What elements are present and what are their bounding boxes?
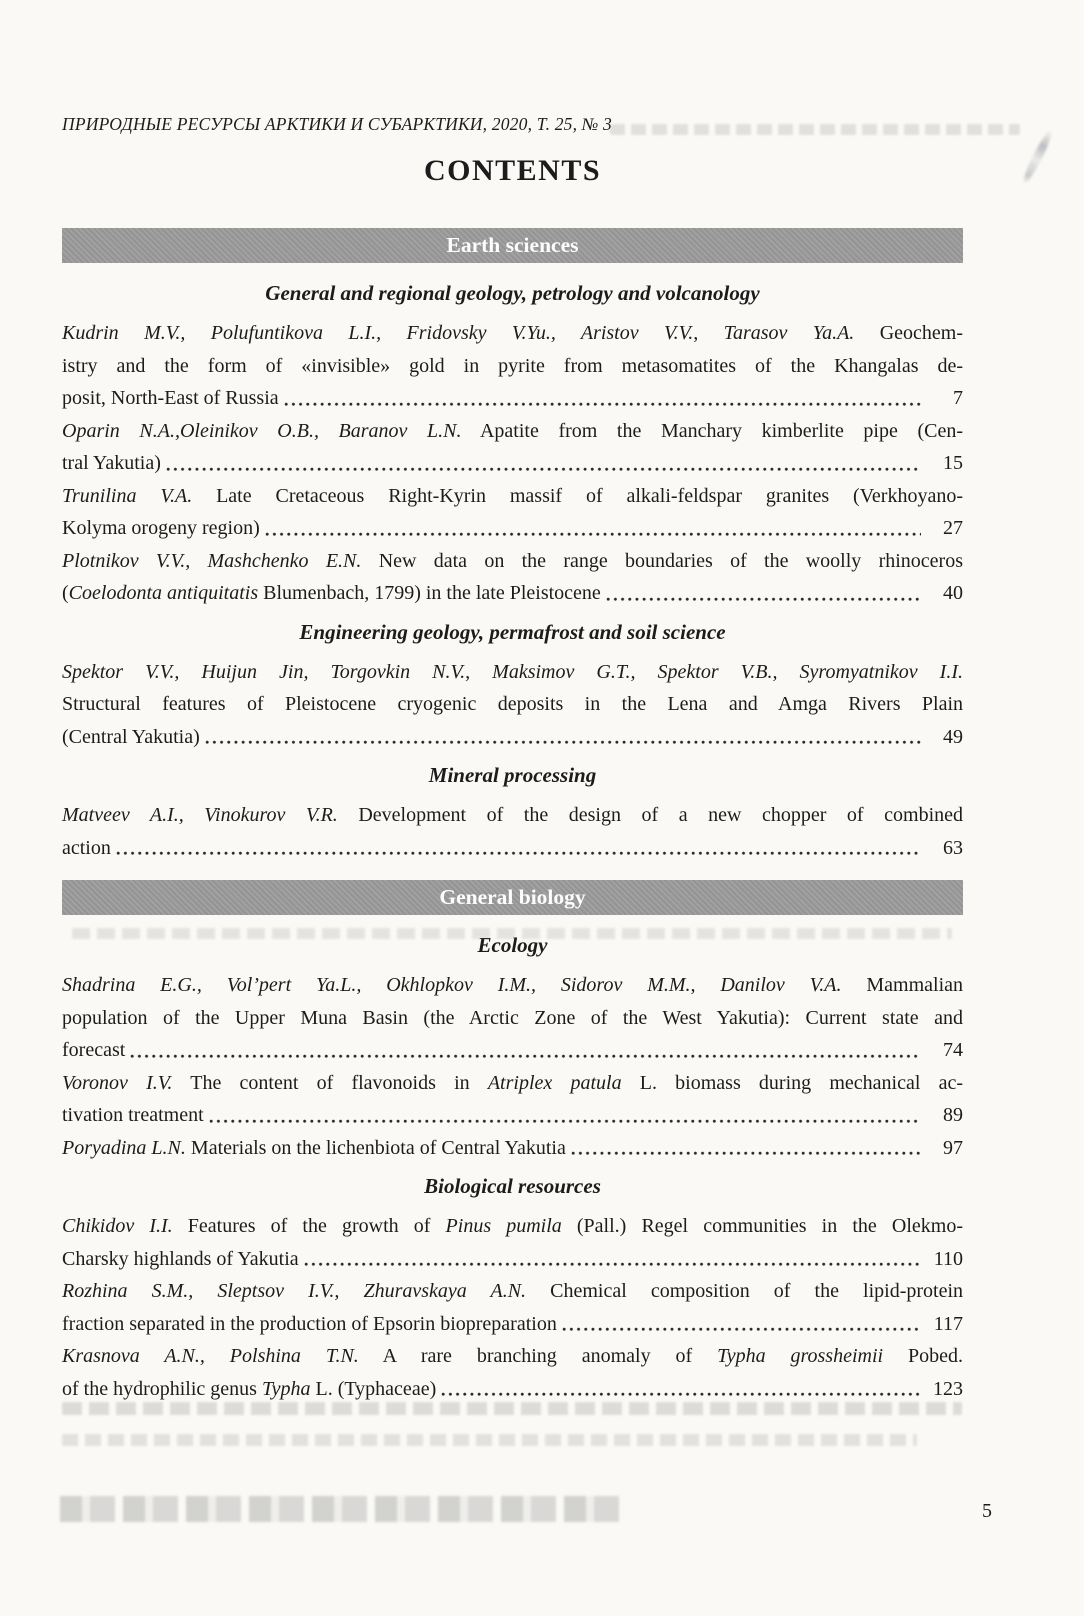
dot-leader — [130, 1034, 921, 1067]
entry-title-text: istry and the form of «invisible» gold in pyrite from metasomatites of the Khangalas de- — [62, 354, 963, 377]
entry-page-number: 27 — [943, 517, 963, 539]
toc-entry — [62, 317, 963, 415]
entry-title-text: L. (Typhaceae) — [310, 1377, 437, 1400]
dot-leader — [205, 721, 921, 754]
toc-entry — [62, 656, 963, 754]
toc-entry-text — [62, 721, 200, 754]
entry-title-text: Kolyma orogeny region) — [62, 517, 260, 539]
toc-entry-text — [62, 1373, 436, 1406]
toc-entry — [62, 1340, 963, 1405]
toc-entry-last-line — [62, 832, 963, 865]
entry-title-text: Blumenbach, 1799) in the late Pleistocene — [258, 582, 601, 604]
toc-entry — [62, 545, 963, 610]
pen-mark-artifact — [1020, 128, 1055, 186]
toc-entry-line — [62, 1067, 963, 1100]
toc-entry-last-line — [62, 1308, 963, 1341]
footer-page-number: 5 — [982, 1500, 992, 1522]
page-title: CONTENTS — [423, 154, 602, 187]
subsection-heading: Biological resources — [424, 1174, 601, 1198]
entry-page-number: 117 — [933, 1312, 963, 1335]
toc-entry — [62, 1067, 963, 1132]
toc-entry-line — [62, 415, 963, 448]
entry-authors: Trunilina V.A. — [62, 484, 193, 507]
section-banner-label: Earth sciences — [446, 233, 579, 257]
toc-entry-text — [62, 1132, 566, 1165]
entry-title-text: Structural features of Pleistocene cryogenic deposits in the Lena and Amga Rivers Plain — [62, 693, 963, 715]
toc-entry-text — [62, 512, 260, 545]
entry-authors: Typha — [261, 1377, 311, 1400]
entry-title-text: action — [62, 836, 111, 859]
entry-authors: Oparin N.A.,Oleinikov O.B., Baranov L.N. — [62, 419, 462, 442]
subsection-heading: General and regional geology, petrology and volcanology — [265, 281, 760, 305]
toc-entry-text — [62, 577, 601, 610]
entry-title-text: of the hydrophilic genus — [62, 1377, 262, 1400]
toc-entry-line — [62, 1210, 963, 1243]
toc-entry-last-line — [62, 1373, 963, 1406]
entry-title-text: Development of the design of a new chopper of combined — [337, 804, 963, 826]
toc-entry-last-line — [62, 447, 963, 480]
entry-title-text: Materials on the lichenbiota of Central Yakutia — [185, 1136, 566, 1159]
toc — [62, 228, 963, 1405]
entry-title-text: ( — [62, 582, 69, 604]
subsection-heading: Ecology — [477, 933, 548, 957]
entry-authors: Kudrin M.V., Polufuntikova L.I., Fridovsky V.Yu., Aristov V.V., Tarasov Ya.A. — [62, 322, 855, 344]
entry-page-number: 110 — [933, 1247, 963, 1270]
entry-title-text: forecast — [62, 1039, 126, 1061]
entry-authors: Matveev A.I., Vinokurov V.R. — [62, 804, 338, 826]
dot-leader — [265, 512, 921, 545]
entry-authors: Spektor V.V., Huijun Jin, Torgovkin N.V., Maksimov G.T., Spektor V.B., Syromyatnikov I.I. — [62, 660, 963, 683]
section-banner-label: General biology — [439, 885, 586, 909]
toc-entry-line — [62, 656, 963, 689]
entry-title-text: (Pall.) Regel communities in the Olekmo- — [561, 1215, 963, 1237]
toc-entry-last-line — [62, 382, 963, 415]
entry-page-number: 63 — [943, 836, 963, 859]
entry-page-number: 7 — [953, 387, 963, 409]
toc-entry-last-line — [62, 721, 963, 754]
entry-title-text: fraction separated in the production of Epsorin biopreparation — [62, 1312, 557, 1335]
entry-page-number: 97 — [943, 1136, 963, 1159]
entry-authors: Poryadina L.N. — [62, 1136, 186, 1159]
entry-authors: Rozhina S.M., Sleptsov I.V., Zhuravskaya A.N. — [62, 1280, 527, 1302]
toc-entry-last-line — [62, 1099, 963, 1132]
entry-page-number: 49 — [943, 725, 963, 748]
entry-page-number: 15 — [943, 452, 963, 474]
entry-authors: Atriplex patula — [487, 1071, 622, 1094]
toc-entry-text — [62, 832, 111, 865]
section-banner — [62, 228, 963, 263]
entry-title-text: population of the Upper Muna Basin (the Arctic Zone of the West Yakutia): Current state and — [62, 1006, 963, 1029]
dot-leader — [606, 577, 921, 610]
entry-title-text: New data on the range boundaries of the woolly rhinoceros — [361, 549, 963, 572]
toc-entry-line — [62, 480, 963, 513]
toc-entry-line — [62, 317, 963, 350]
entry-title-text: The content of flavonoids in — [172, 1071, 488, 1094]
toc-entry-text — [62, 1099, 204, 1132]
entry-title-text: posit, North-East of Russia — [62, 387, 279, 409]
entry-title-text: tral Yakutia) — [62, 452, 161, 474]
toc-entry-line — [62, 350, 963, 383]
entry-title-text: A rare branching anomaly of — [358, 1345, 718, 1367]
toc-entry-text — [62, 1243, 299, 1276]
toc-entry-line — [62, 799, 963, 832]
toc-entry — [62, 415, 963, 480]
toc-entry-line — [62, 969, 963, 1002]
entry-title-text: L. biomass during mechanical ac- — [621, 1071, 964, 1094]
dot-leader — [441, 1373, 921, 1406]
subsection-heading: Mineral processing — [428, 763, 597, 787]
toc-entry-line — [62, 1275, 963, 1308]
dot-leader — [284, 382, 921, 415]
entry-authors: Coelodonta antiquitatis — [68, 582, 259, 604]
entry-page-number: 40 — [943, 582, 963, 604]
dot-leader — [116, 832, 921, 865]
entry-title-text: Apatite from the Manchary kimberlite pipe (Cen- — [461, 419, 963, 442]
toc-entry-last-line — [62, 1034, 963, 1067]
entry-title-text: Features of the growth of — [172, 1215, 446, 1237]
toc-entry — [62, 1275, 963, 1340]
entry-authors: Chikidov I.I. — [62, 1215, 173, 1237]
entry-authors: Shadrina E.G., Vol’pert Ya.L., Okhlopkov I.M., Sidorov M.M., Danilov V.A. — [62, 974, 842, 996]
toc-entry-last-line — [62, 577, 963, 610]
toc-entry-line — [62, 1002, 963, 1035]
entry-authors: Plotnikov V.V., Mashchenko E.N. — [62, 549, 362, 572]
toc-entry — [62, 1210, 963, 1275]
entry-authors: Voronov I.V. — [62, 1071, 173, 1094]
entry-authors: Krasnova A.N., Polshina T.N. — [62, 1345, 359, 1367]
toc-entry — [62, 799, 963, 864]
entry-title-text: Mammalian — [841, 974, 964, 996]
subsection-heading: Engineering geology, permafrost and soil science — [299, 619, 726, 644]
toc-entry-line — [62, 1340, 963, 1373]
toc-entry-line — [62, 688, 963, 721]
entry-authors: Pinus pumila — [445, 1215, 562, 1237]
dot-leader — [209, 1099, 921, 1132]
toc-entry — [62, 969, 963, 1067]
entry-title-text: (Central Yakutia) — [62, 725, 200, 748]
entry-title-text: tivation treatment — [62, 1104, 204, 1126]
dot-leader — [304, 1243, 921, 1276]
dot-leader — [562, 1308, 921, 1341]
entry-page-number: 74 — [943, 1039, 963, 1061]
toc-entry — [62, 480, 963, 545]
bleedthrough-artifact — [62, 1434, 917, 1446]
entry-title-text: Chemical composition of the lipid-protein — [526, 1280, 963, 1302]
toc-entry — [62, 1132, 963, 1165]
entry-title-text: Pobed. — [883, 1345, 964, 1367]
entry-title-text: Charsky highlands of Yakutia — [62, 1247, 299, 1270]
toc-entry-text — [62, 1308, 557, 1341]
entry-title-text: Late Cretaceous Right-Kyrin massif of alkali-feldspar granites (Verkhoyano- — [192, 484, 963, 507]
dot-leader — [571, 1132, 921, 1165]
entry-page-number: 89 — [943, 1104, 963, 1126]
entry-title-text: Geochem- — [854, 322, 963, 344]
toc-entry-last-line — [62, 512, 963, 545]
journal-header: ПРИРОДНЫЕ РЕСУРСЫ АРКТИКИ И СУБАРКТИКИ, 2020, Т. 25, № 3 — [62, 114, 612, 134]
toc-entry-text — [62, 447, 161, 480]
dot-leader — [166, 447, 921, 480]
toc-entry-text — [62, 1034, 125, 1067]
section-banner — [62, 880, 963, 915]
toc-entry-last-line — [62, 1243, 963, 1276]
toc-entry-text — [62, 382, 279, 415]
entry-page-number: 123 — [933, 1377, 963, 1400]
entry-authors: Typha grossheimii — [717, 1345, 884, 1367]
toc-entry-last-line — [62, 1132, 963, 1165]
toc-entry-line — [62, 545, 963, 578]
